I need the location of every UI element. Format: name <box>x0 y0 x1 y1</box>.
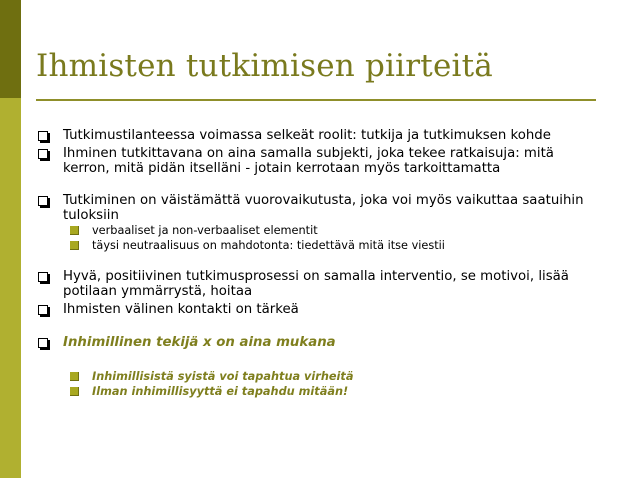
square-bullet-icon <box>38 338 48 348</box>
bullet-item <box>38 269 598 299</box>
square-sub-bullet-icon <box>70 387 79 396</box>
square-sub-bullet-icon <box>70 241 79 250</box>
bullet-item <box>38 128 598 143</box>
sub-bullet-item <box>70 224 590 237</box>
bullet-item <box>38 335 598 350</box>
sub-bullet-text: verbaaliset ja non-verbaaliset elementit <box>92 224 318 237</box>
bullet-item <box>38 146 598 176</box>
bullet-text: Hyvä, positiivinen tutkimusprosessi on samalla interventio, se motivoi, lisää potilaan ymmärrystä, hoitaa <box>63 269 569 299</box>
bullet-item <box>38 193 598 223</box>
square-bullet-icon <box>38 305 48 315</box>
sub-bullet-item <box>70 385 590 398</box>
bullet-item <box>38 302 598 317</box>
bullet-text: Ihminen tutkittavana on aina samalla subjekti, joka tekee ratkaisuja: mitä kerron, mitä pidän itselläni - jotain kerrotaan myös tarkoittamatta <box>63 146 554 176</box>
sub-bullet-text: täysi neutraalisuus on mahdotonta: tiedettävä mitä itse viestii <box>92 239 445 252</box>
sub-bullet-item <box>70 239 590 252</box>
square-bullet-icon <box>38 149 48 159</box>
square-sub-bullet-icon <box>70 372 79 381</box>
bullet-text: Ihmisten välinen kontakti on tärkeä <box>63 302 299 317</box>
sub-bullet-text-emphasis: Inhimillisistä syistä voi tapahtua virheitä <box>92 370 354 383</box>
bullet-text-emphasis: Inhimillinen tekijä x on aina mukana <box>63 335 336 350</box>
sub-bullet-item <box>70 370 590 383</box>
square-sub-bullet-icon <box>70 226 79 235</box>
slide-title: Ihmisten tutkimisen piirteitä <box>36 48 493 84</box>
square-bullet-icon <box>38 196 48 206</box>
sub-bullet-text-emphasis: Ilman inhimillisyyttä ei tapahdu mitään! <box>92 385 349 398</box>
bullet-text: Tutkiminen on väistämättä vuorovaikutusta, joka voi myös vaikuttaa saatuihin tuloksiin <box>63 193 584 223</box>
square-bullet-icon <box>38 131 48 141</box>
square-bullet-icon <box>38 272 48 282</box>
bullet-text: Tutkimustilanteessa voimassa selkeät roolit: tutkija ja tutkimuksen kohde <box>63 128 551 143</box>
